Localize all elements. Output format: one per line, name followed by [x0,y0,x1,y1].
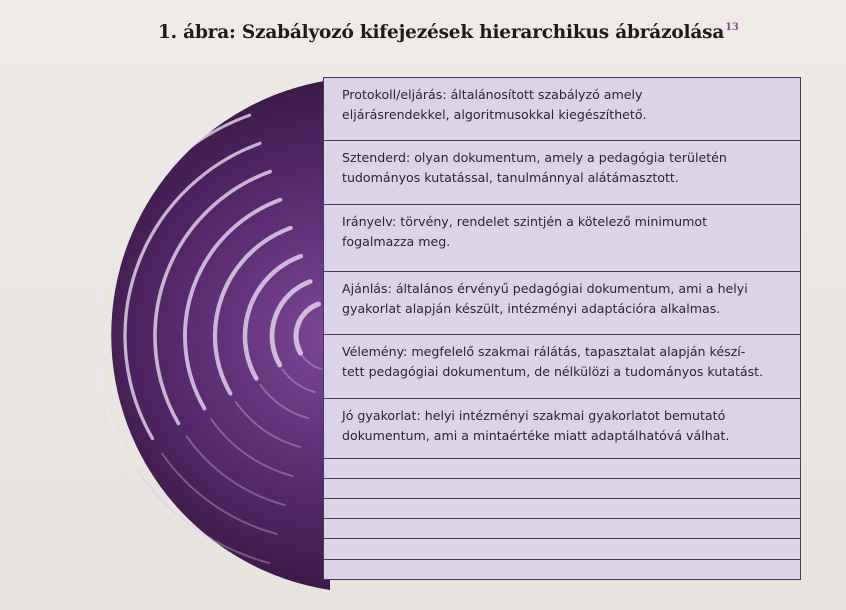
level-text: Jó gyakorlat: helyi intézményi szakmai gyakorlatot bemutató dokumentum, ami a mintaértéke miatt adaptálhatóvá válhat. [342,408,730,443]
empty-row [324,539,800,560]
figure-title-text: 1. ábra: Szabályozó kifejezések hierarchikus ábrázolása [158,22,725,43]
empty-row [324,479,800,499]
level-row [324,205,800,272]
level-row [324,335,800,399]
empty-row [324,459,800,479]
level-text: Vélemény: megfelelő szakmai rálátás, tapasztalat alapján készí- tett pedagógiai dokumentum, de nélkülözi a tudományos kutatást. [342,344,764,379]
level-row [324,78,800,141]
level-row [324,399,800,459]
empty-row [324,499,800,519]
level-row [324,141,800,205]
level-text: Protokoll/eljárás: általánosított szabályzó amely eljárásrendekkel, algoritmusokkal kiegészíthető. [342,87,647,122]
level-text: Sztenderd: olyan dokumentum, amely a pedagógia területén tudományos kutatással, tanulmánnyal alátámasztott. [342,150,727,185]
empty-row [324,519,800,539]
footnote-ref: 13 [725,22,739,33]
levels-table [323,77,801,580]
level-row [324,272,800,335]
level-text: Ajánlás: általános érvényű pedagógiai dokumentum, ami a helyi gyakorlat alapján készült, intézményi adaptációra alkalmas. [342,281,748,316]
empty-row [324,560,800,579]
level-text: Irányelv: törvény, rendelet szintjén a kötelező minimumot fogalmazza meg. [342,214,708,249]
